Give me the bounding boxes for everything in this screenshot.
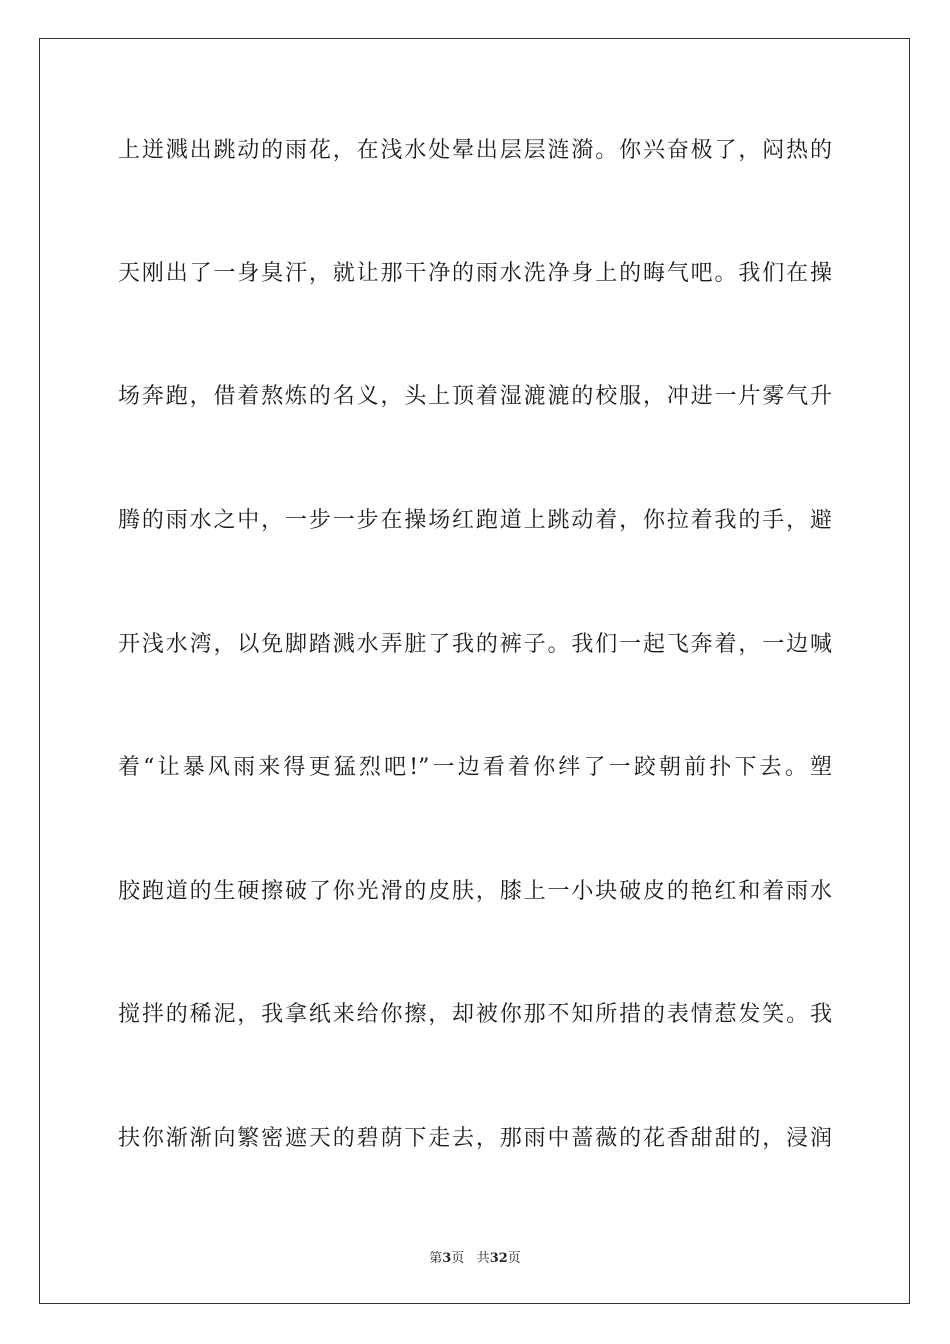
text-line-7: 胶跑道的生硬擦破了你光滑的皮肤，膝上一小块破皮的艳红和着雨水 — [118, 879, 832, 904]
text-line-5: 开浅水湾，以免脚踏溅水弄脏了我的裤子。我们一起飞奔着，一边喊 — [118, 632, 832, 657]
footer-page-number: 3 — [442, 1251, 452, 1266]
footer-page-suffix: 页 — [451, 1251, 465, 1266]
text-line-8: 搅拌的稀泥，我拿纸来给你擦，却被你那不知所措的表情惹发笑。我 — [118, 1002, 832, 1027]
text-line-4: 腾的雨水之中，一步一步在操场红跑道上跳动着，你拉着我的手，避 — [118, 508, 832, 533]
footer-total-pages: 32 — [489, 1251, 508, 1266]
footer-total-prefix: 共 — [476, 1251, 490, 1266]
page-border — [39, 38, 910, 1304]
text-line-3: 场奔跑，借着熬炼的名义，头上顶着湿漉漉的校服，冲进一片雾气升 — [118, 384, 832, 409]
footer-total-suffix: 页 — [507, 1251, 521, 1266]
text-line-2: 天刚出了一身臭汗，就让那干净的雨水洗净身上的晦气吧。我们在操 — [118, 261, 832, 286]
footer-page-prefix: 第 — [429, 1251, 443, 1266]
text-line-1: 上迸溅出跳动的雨花，在浅水处晕出层层涟漪。你兴奋极了，闷热的 — [118, 138, 832, 163]
text-line-6: 着“让暴风雨来得更猛烈吧!”一边看着你绊了一跤朝前扑下去。塑 — [118, 755, 832, 780]
page-footer — [0, 1247, 950, 1266]
text-line-9: 扶你渐渐向繁密遮天的碧荫下走去，那雨中蔷薇的花香甜甜的，浸润 — [118, 1126, 832, 1151]
